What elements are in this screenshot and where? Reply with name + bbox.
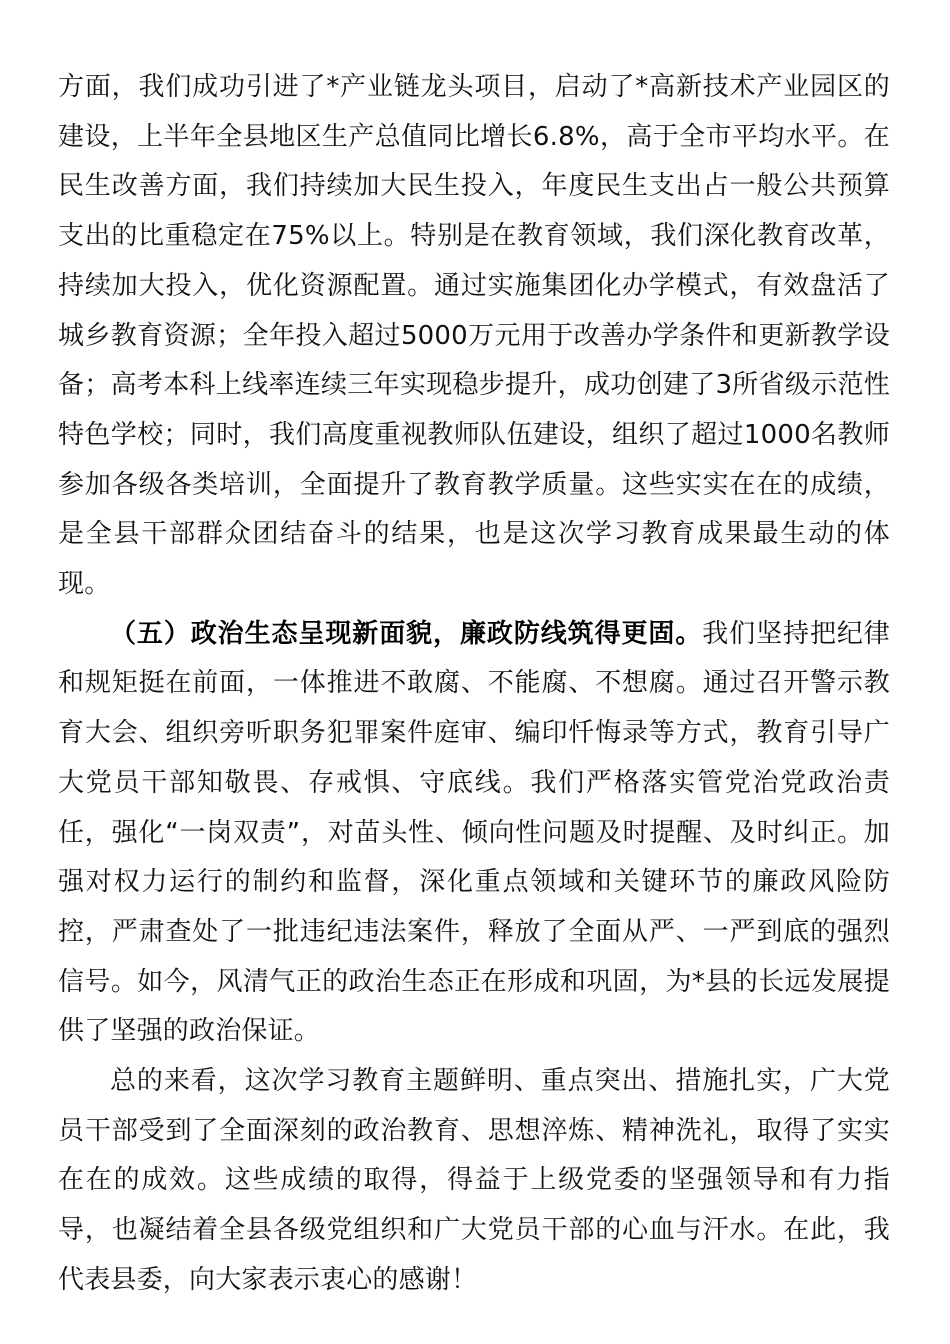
paragraph-political-ecology [58,610,890,1057]
paragraph-text: 方面，我们成功引进了*产业链龙头项目，启动了*高新技术产业园区的建设，上半年全县地区生产总值同比增长6.8%，高于全市平均水平。在民生改善方面，我们持续加大民生投入，年度民生支出占一般公共预算支出的比重稳定在75%以上。特别是在教育领域，我们深化教育改革，持续加大投入，优化资源配置。通过实施集团化办学模式，有效盘活了城乡教育资源；全年投入超过5000万元用于改善办学条件和更新教学设备；高考本科上线率连续三年实现稳步提升，成功创建了3所省级示范性特色学校；同时，我们高度重视教师队伍建设，组织了超过1000名教师参加各级各类培训，全面提升了教育教学质量。这些实实在在的成绩，是全县干部群众团结奋斗的结果，也是这次学习教育成果最生动的体现。 [58,72,890,600]
paragraph-education-achievements [58,63,890,610]
paragraph-summary [58,1057,890,1306]
paragraph-text: 总的来看，这次学习教育主题鲜明、重点突出、措施扎实，广大党员干部受到了全面深刻的政治教育、思想淬炼、精神洗礼，取得了实实在在的成效。这些成绩的取得，得益于上级党委的坚强领导和有力指导，也凝结着全县各级党组织和广大党员干部的心血与汗水。在此，我代表县委，向大家表示衷心的感谢！ [58,1066,890,1295]
paragraph-text: 我们坚持把纪律和规矩挺在前面，一体推进不敢腐、不能腐、不想腐。通过召开警示教育大会、组织旁听职务犯罪案件庭审、编印忏悔录等方式，教育引导广大党员干部知敬畏、存戒惧、守底线。我们严格落实管党治党政治责任，强化“一岗双责”，对苗头性、倾向性问题及时提醒、及时纠正。加强对权力运行的制约和监督，深化重点领域和关键环节的廉政风险防控，严肃查处了一批违纪违法案件，释放了全面从严、一严到底的强烈信号。如今，风清气正的政治生态正在形成和巩固，为*县的长远发展提供了坚强的政治保证。 [58,618,890,1047]
document-body [58,63,890,1306]
section-heading-five: （五）政治生态呈现新面貌，廉政防线筑得更固。 [110,618,703,649]
